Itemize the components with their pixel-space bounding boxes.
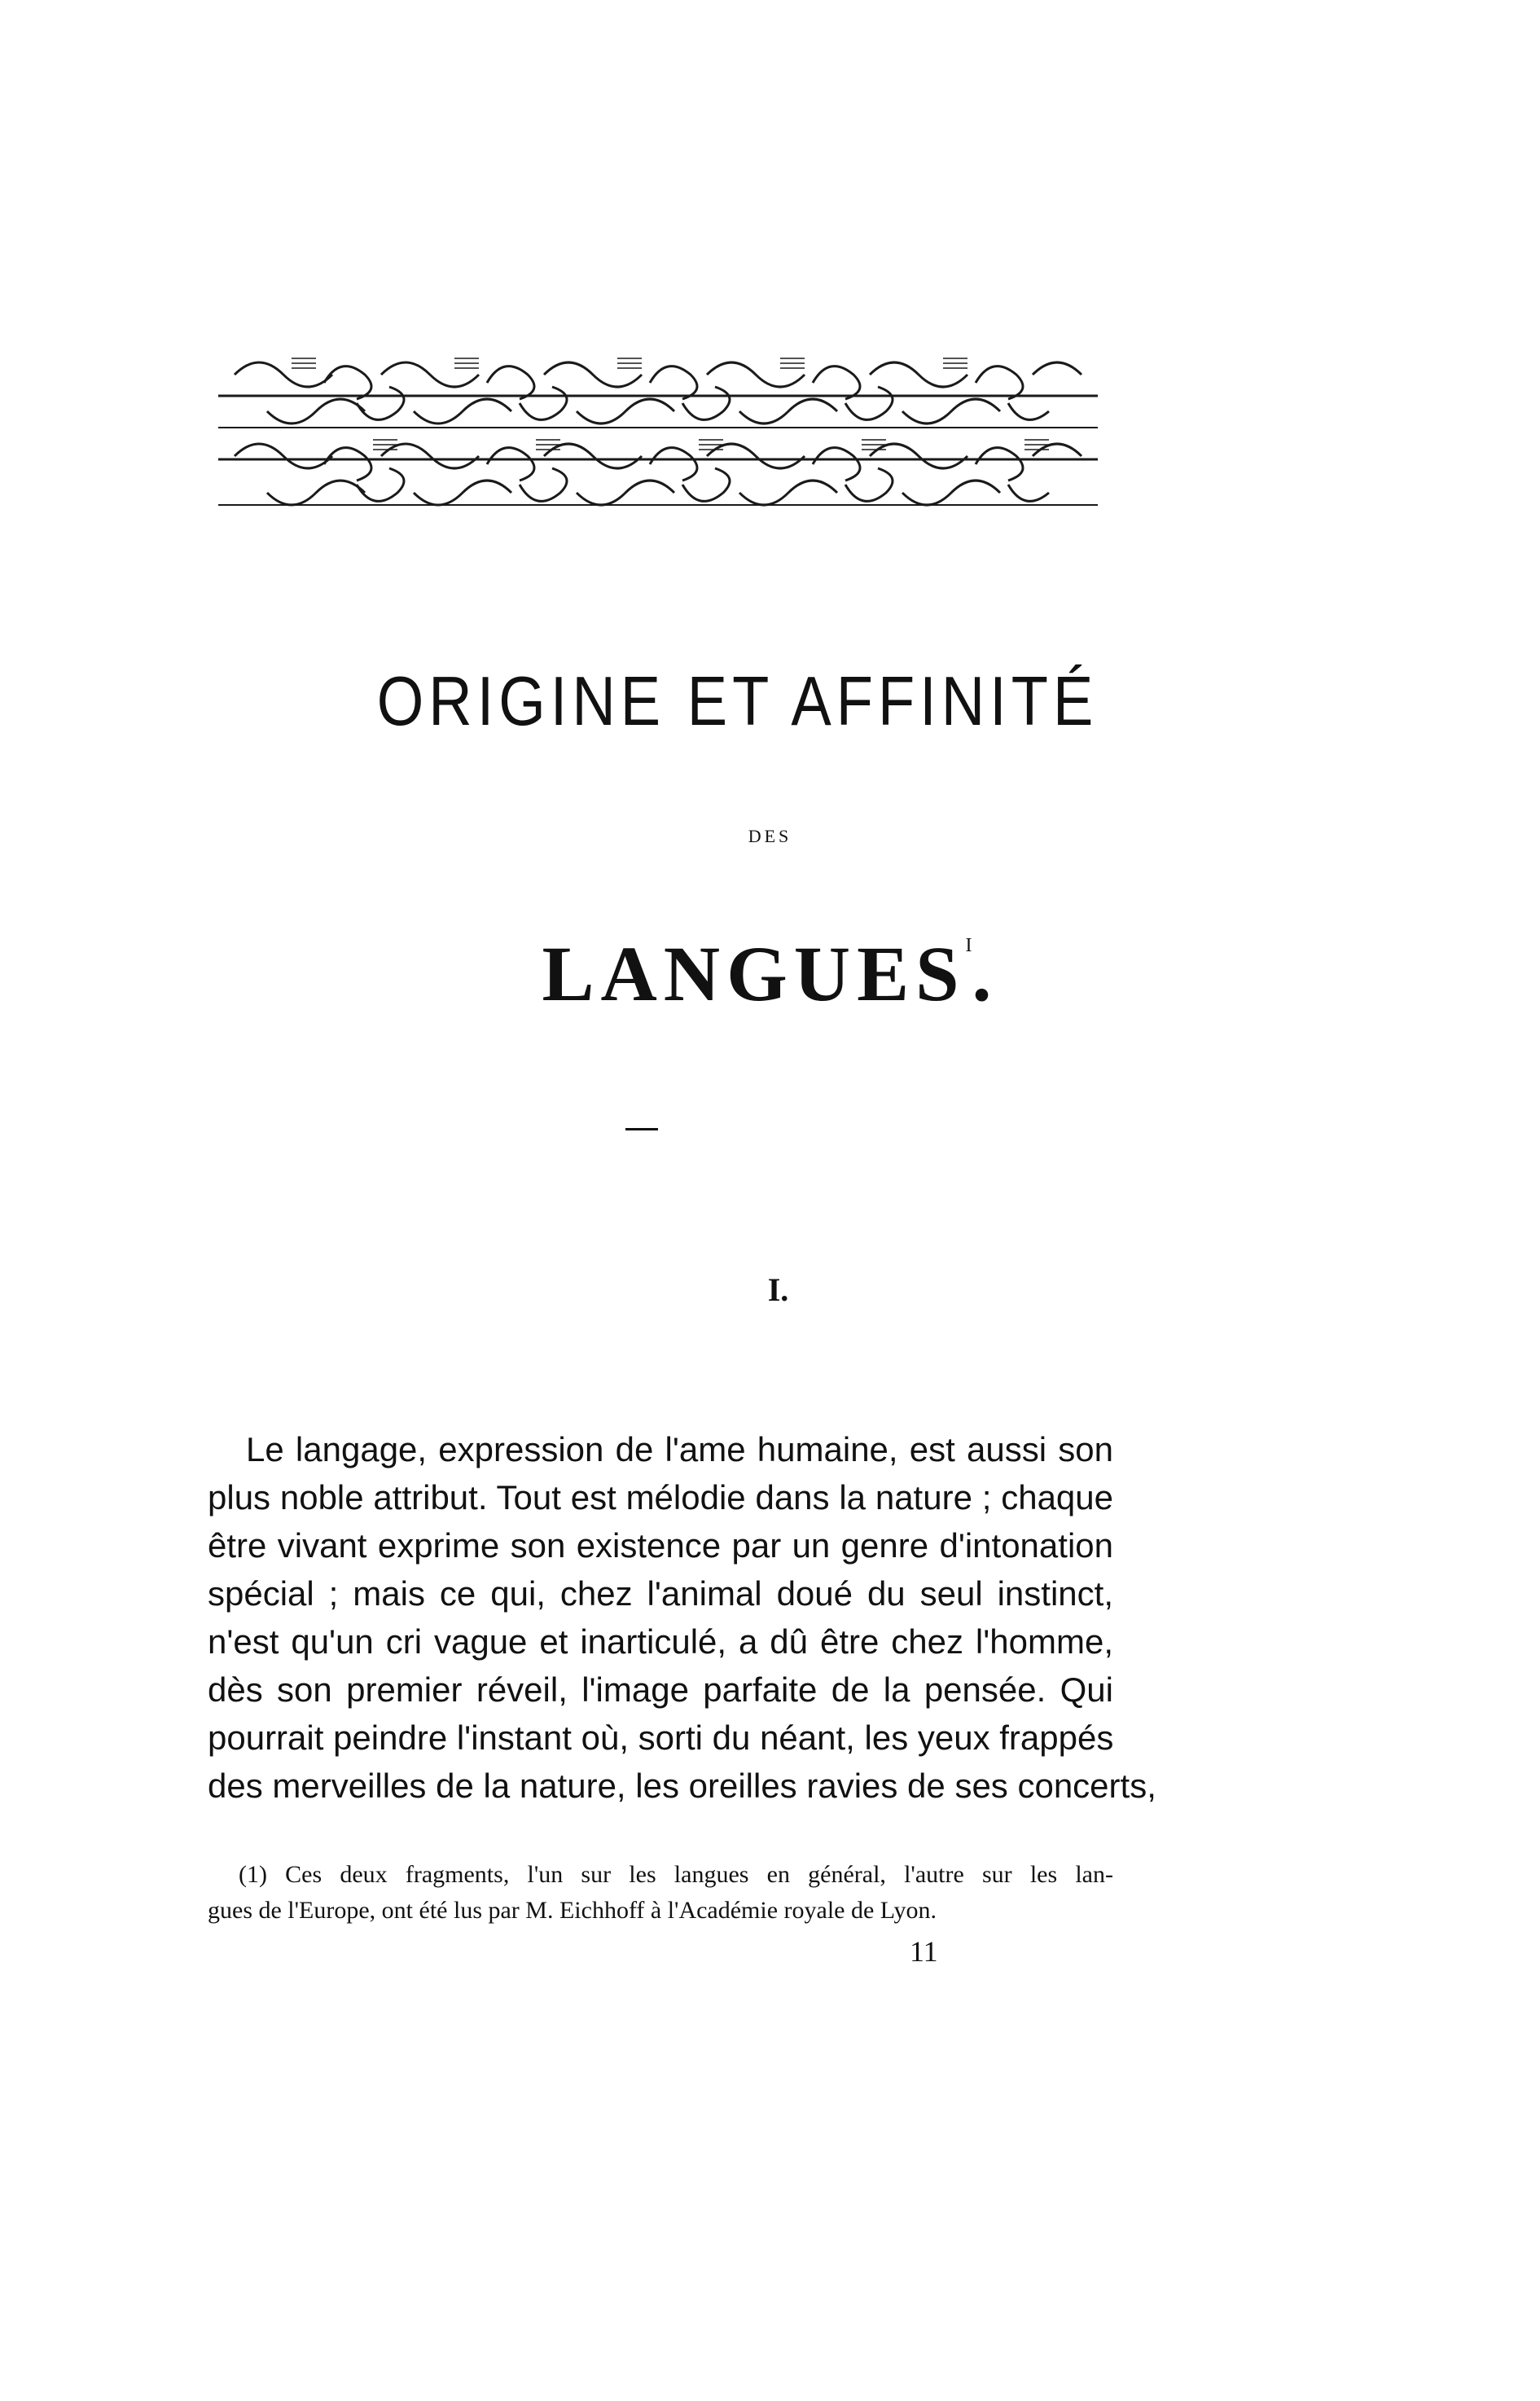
body-line: pourrait peindre l'instant où, sorti du néant, les yeux frappés	[208, 1718, 1114, 1757]
section-divider	[625, 1128, 658, 1130]
title-period: .	[972, 930, 998, 1017]
body-line: des merveilles de la nature, les oreilles ravies de ses concerts,	[208, 1767, 1156, 1805]
body-paragraph	[208, 1425, 1156, 1810]
title-subject-text: LANGUES	[542, 930, 966, 1017]
decorative-header-ornament	[218, 342, 1098, 513]
footnote-line: (1) Ces deux fragments, l'un sur les langues en général, l'autre sur les lan-	[239, 1861, 1113, 1888]
body-line: dès son premier réveil, l'image parfaite de la pensée. Qui	[208, 1670, 1113, 1709]
title-subject	[0, 928, 1540, 1019]
title-connector: DES	[748, 826, 792, 846]
signature-mark: 11	[910, 1935, 938, 1968]
body-line: être vivant exprime son existence par un genre d'intonation	[208, 1526, 1113, 1565]
footnote-reference: I	[965, 935, 972, 956]
body-line: n'est qu'un cri vague et inarticulé, a dû être chez l'homme,	[208, 1622, 1113, 1661]
footnote	[208, 1857, 1113, 1929]
footnote-line: gues de l'Europe, ont été lus par M. Eichhoff à l'Académie royale de Lyon.	[208, 1897, 937, 1924]
body-line: Le langage, expression de l'ame humaine, est aussi son	[246, 1430, 1113, 1468]
section-number: I.	[767, 1271, 789, 1308]
title-main: ORIGINE ET AFFINITÉ	[376, 661, 1099, 740]
body-line: spécial ; mais ce qui, chez l'animal doué du seul instinct,	[208, 1574, 1113, 1613]
body-line: plus noble attribut. Tout est mélodie dans la nature ; chaque	[208, 1478, 1113, 1517]
